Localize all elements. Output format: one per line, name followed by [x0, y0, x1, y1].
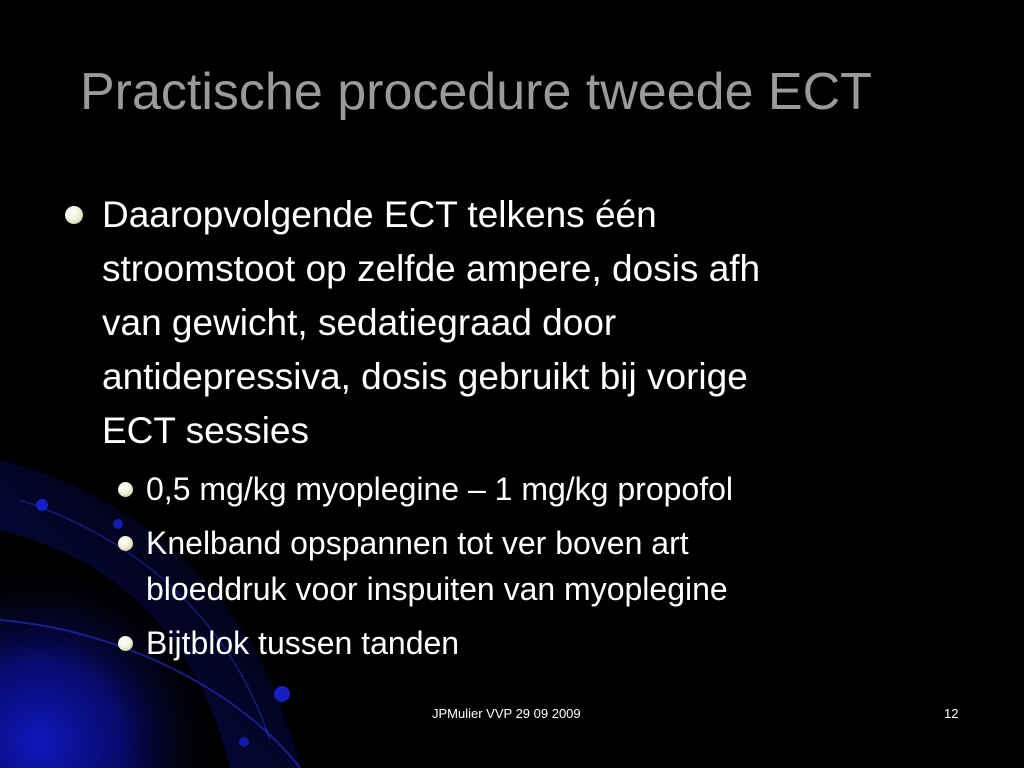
slide-title: Practische procedure tweede ECT: [80, 63, 872, 121]
bullet-dot-icon: [118, 536, 133, 551]
sub-bullet-cuff: [62, 520, 962, 612]
slide-number: 12: [944, 706, 959, 721]
slide-footer: JPMulier VVP 29 09 2009: [432, 706, 581, 721]
bullet-dot-icon: [118, 482, 133, 497]
slide-body: [62, 188, 962, 666]
main-bullet-line: ECT sessies: [102, 410, 309, 451]
main-bullet-line: van gewicht, sedatiegraad door: [102, 302, 617, 343]
main-bullet-line: antidepressiva, dosis gebruikt bij vorige: [102, 356, 748, 397]
bullet-dot-icon: [118, 636, 133, 651]
main-bullet-line: Daaropvolgende ECT telkens één: [102, 194, 657, 235]
main-bullet: [62, 188, 962, 458]
sub-bullet-line: bloeddruk voor inspuiten van myoplegine: [146, 571, 728, 607]
sub-bullet-line: Knelband opspannen tot ver boven art: [146, 525, 689, 561]
bullet-dot-icon: [65, 206, 83, 224]
sub-bullet-line: 0,5 mg/kg myoplegine – 1 mg/kg propofol: [146, 471, 733, 507]
sub-bullet-dosage: [62, 466, 962, 512]
main-bullet-line: stroomstoot op zelfde ampere, dosis afh: [102, 248, 761, 289]
sub-bullet-list: [62, 466, 962, 666]
sub-bullet-line: Bijtblok tussen tanden: [146, 625, 460, 661]
sub-bullet-biteblock: [62, 620, 962, 666]
